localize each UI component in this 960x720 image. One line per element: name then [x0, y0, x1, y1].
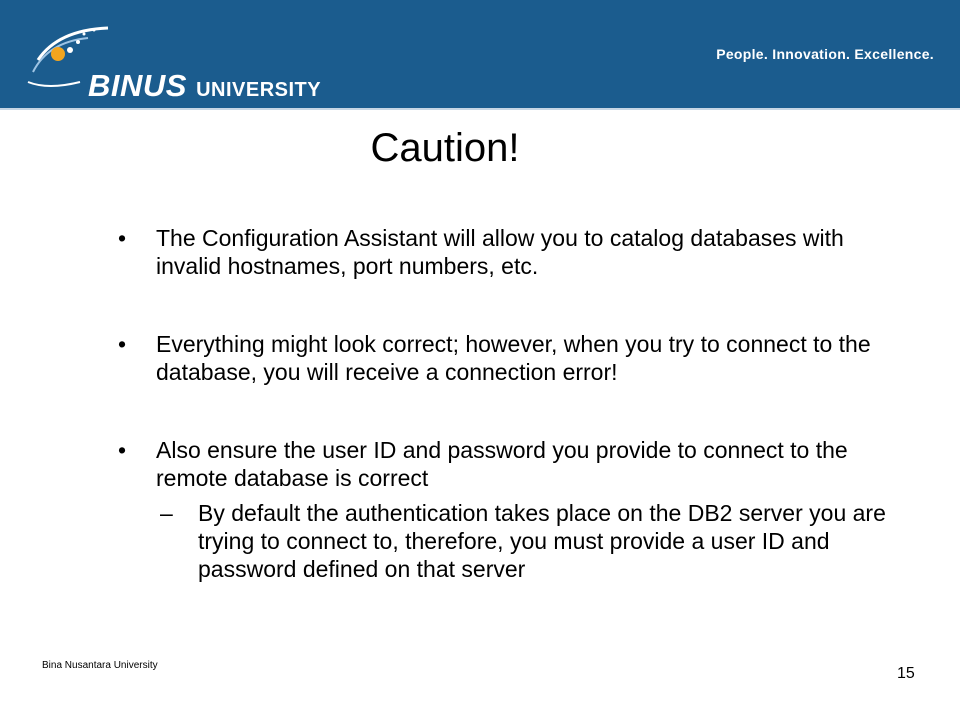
bullet-text: Everything might look correct; however, when you try to connect to the database, you will receive a connection error!	[156, 331, 871, 385]
page-number: 15	[897, 665, 915, 682]
sub-bullet-item	[160, 499, 908, 583]
logo-sub: UNIVERSITY	[196, 79, 322, 101]
dash-icon: –	[160, 500, 173, 526]
bullet-item	[118, 224, 908, 280]
tagline: People. Innovation. Excellence.	[716, 46, 934, 62]
bullet-text: The Configuration Assistant will allow you to catalog databases with invalid hostnames, port numbers, etc.	[156, 225, 844, 279]
bullet-item	[118, 330, 908, 386]
bullet-item	[118, 436, 908, 492]
bullet-text: Also ensure the user ID and password you provide to connect to the remote database is correct	[156, 437, 848, 491]
logo-text	[88, 68, 321, 104]
slide-title: Caution!	[370, 126, 520, 170]
binus-logo	[18, 20, 348, 103]
bullet-dot-icon: •	[118, 331, 127, 357]
slide-content	[118, 224, 908, 583]
bullet-dot-icon: •	[118, 225, 127, 251]
header-banner	[0, 0, 960, 110]
footer-org: Bina Nusantara University	[42, 660, 158, 671]
sub-bullet-text: By default the authentication takes place on the DB2 server you are trying to connect to, therefore, you must provide a user ID and password defined on that server	[198, 500, 886, 582]
bullet-dot-icon: •	[118, 437, 127, 463]
logo-main: BINUS	[88, 68, 187, 103]
